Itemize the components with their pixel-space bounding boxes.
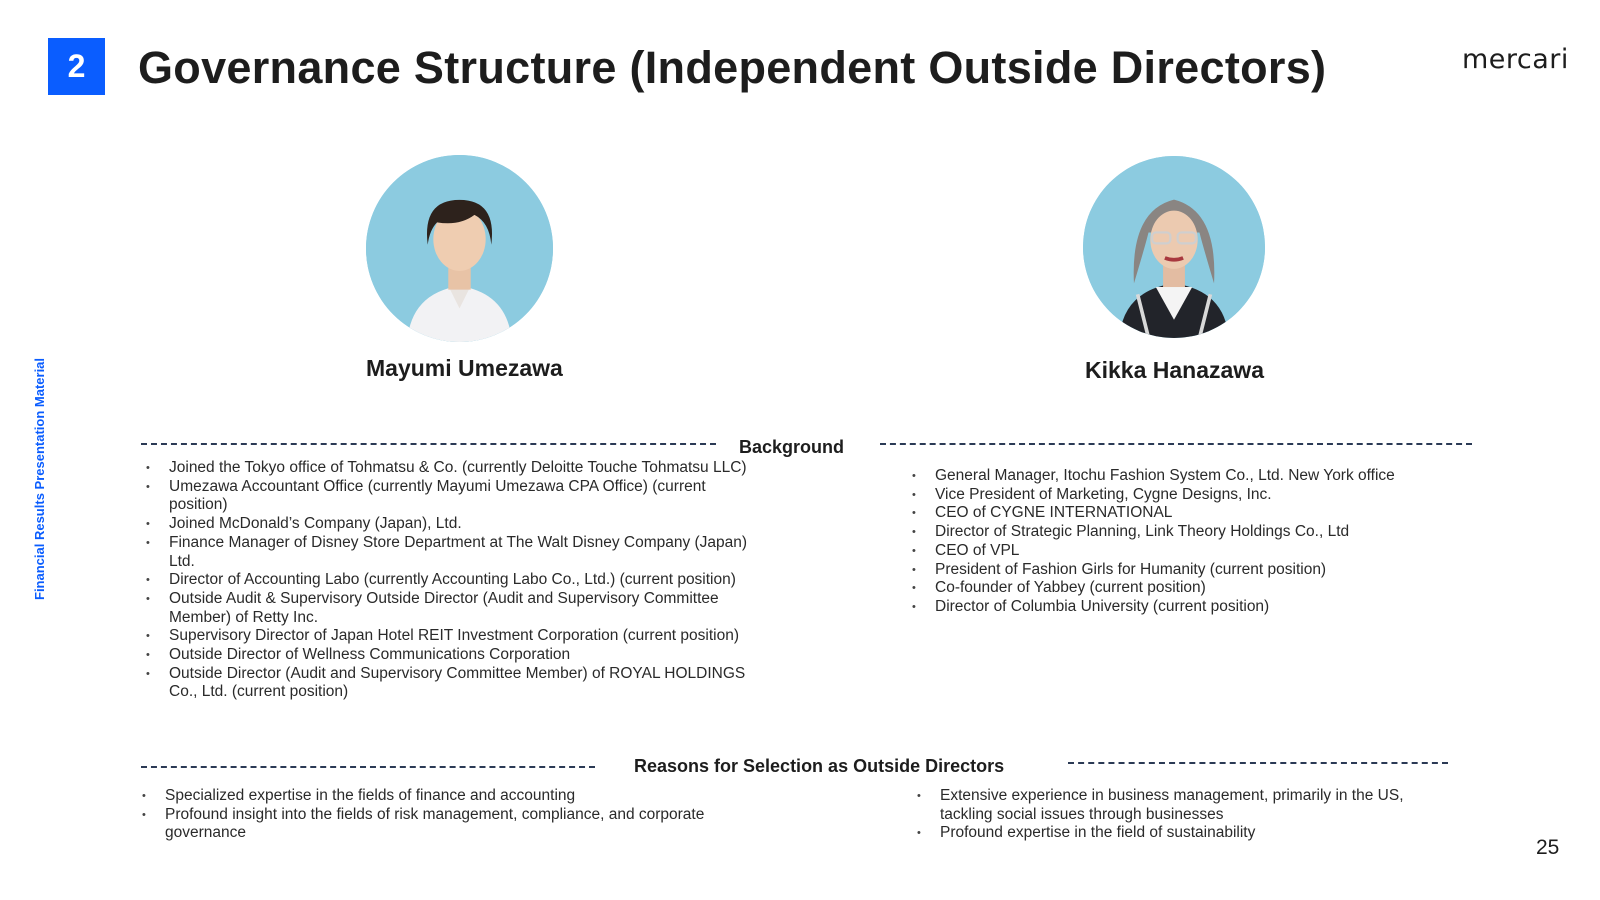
list-item: • Director of Strategic Planning, Link Theory Holdings Co., Ltd <box>908 523 1408 542</box>
list-item: • Vice President of Marketing, Cygne Designs, Inc. <box>908 486 1408 505</box>
list-item: • President of Fashion Girls for Humanity (current position) <box>908 561 1408 580</box>
reasons-list-hanazawa <box>913 787 1433 843</box>
list-item: • Umezawa Accountant Office (currently Mayumi Umezawa CPA Office) (current position) <box>142 478 762 515</box>
list-item: • CEO of CYGNE INTERNATIONAL <box>908 504 1408 523</box>
background-heading: Background <box>739 437 845 457</box>
portrait-photo-hanazawa <box>1083 156 1265 338</box>
background-list-hanazawa <box>908 467 1408 617</box>
list-item: • Extensive experience in business management, primarily in the US, tackling social issues through businesses <box>913 787 1433 824</box>
divider-line <box>1068 762 1448 764</box>
divider-line <box>141 766 595 768</box>
director-name: Kikka Hanazawa <box>1085 357 1264 383</box>
side-label: Financial Results Presentation Material <box>32 357 47 600</box>
page-number: 25 <box>1536 836 1560 859</box>
mercari-logo: mercari <box>1462 44 1569 75</box>
list-item: • Joined McDonald’s Company (Japan), Ltd. <box>142 515 762 534</box>
portrait-icon <box>366 155 553 342</box>
director-name: Mayumi Umezawa <box>366 355 563 381</box>
list-item: • Profound expertise in the field of sustainability <box>913 824 1433 843</box>
reasons-heading: Reasons for Selection as Outside Directors <box>634 756 1005 776</box>
list-item: • General Manager, Itochu Fashion System Co., Ltd. New York office <box>908 467 1408 486</box>
reasons-list-umezawa <box>138 787 738 843</box>
section-number-badge: 2 <box>48 38 105 95</box>
background-list-umezawa <box>142 459 762 702</box>
list-item: • Finance Manager of Disney Store Department at The Walt Disney Company (Japan) Ltd. <box>142 534 762 571</box>
portrait-photo-umezawa <box>366 155 553 342</box>
list-item: • Outside Director (Audit and Supervisory Committee Member) of ROYAL HOLDINGS Co., Ltd. (current position) <box>142 665 762 702</box>
list-item: • Outside Director of Wellness Communications Corporation <box>142 646 762 665</box>
divider-line <box>880 443 1472 445</box>
page-title: Governance Structure (Independent Outside Directors) <box>138 42 1327 93</box>
list-item: • Director of Accounting Labo (currently Accounting Labo Co., Ltd.) (current position) <box>142 571 762 590</box>
list-item: • Supervisory Director of Japan Hotel REIT Investment Corporation (current position) <box>142 627 762 646</box>
list-item: • Director of Columbia University (current position) <box>908 598 1408 617</box>
list-item: • CEO of VPL <box>908 542 1408 561</box>
list-item: • Joined the Tokyo office of Tohmatsu & Co. (currently Deloitte Touche Tohmatsu LLC) <box>142 459 762 478</box>
list-item: • Specialized expertise in the fields of finance and accounting <box>138 787 738 806</box>
divider-line <box>141 443 716 445</box>
list-item: • Profound insight into the fields of risk management, compliance, and corporate governance <box>138 806 738 843</box>
list-item: • Co-founder of Yabbey (current position) <box>908 579 1408 598</box>
portrait-icon <box>1083 156 1265 338</box>
list-item: • Outside Audit & Supervisory Outside Director (Audit and Supervisory Committee Member) of Retty Inc. <box>142 590 762 627</box>
